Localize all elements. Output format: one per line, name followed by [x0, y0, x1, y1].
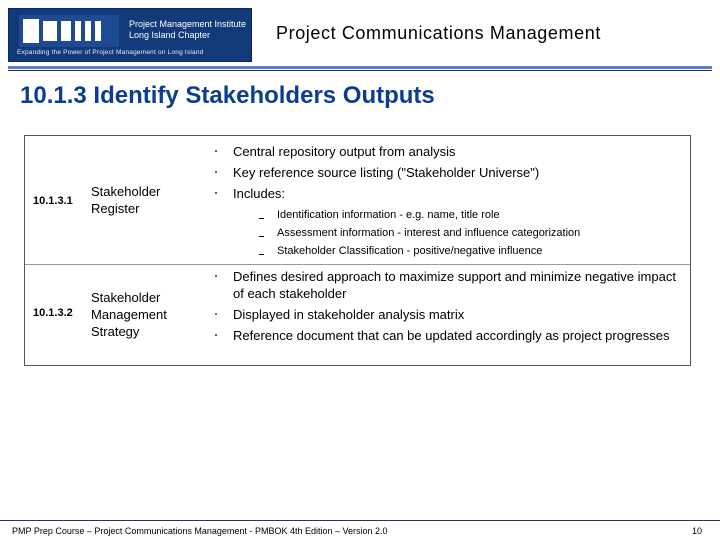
footer-text: PMP Prep Course – Project Communications Management - PMBOK 4th Edition – Version 2.0 — [12, 526, 388, 536]
footer-rule — [0, 520, 720, 521]
logo-tagline: Expanding the Power of Project Management on Long Island — [17, 49, 204, 56]
sub-bullets — [233, 206, 685, 260]
dash-bullet-icon — [259, 254, 264, 255]
row-bullets — [215, 143, 685, 260]
bullet-dot-icon — [215, 313, 217, 315]
row-number: 10.1.3.2 — [33, 307, 73, 319]
dash-bullet-icon — [259, 236, 264, 237]
row-name: Stakeholder Management Strategy — [91, 290, 167, 339]
list-item: Defines desired approach to maximize support and minimize negative impact of each stakeholder — [215, 268, 685, 302]
outputs-table — [24, 135, 691, 366]
list-item: Displayed in stakeholder analysis matrix — [215, 306, 685, 323]
logo-org-line1: Project Management Institute — [129, 19, 247, 29]
list-item: Reference document that can be updated accordingly as project progresses — [215, 327, 685, 344]
slide-title: 10.1.3 Identify Stakeholders Outputs — [20, 82, 435, 109]
sub-list-item: Assessment information - interest and influence categorization — [233, 224, 685, 242]
pmi-logo-mark-icon — [19, 15, 119, 47]
row-divider — [25, 264, 690, 265]
row-bullets — [215, 268, 685, 344]
header-rule-thin — [8, 70, 712, 71]
logo-org-line2: Long Island Chapter — [129, 30, 211, 40]
bullet-dot-icon — [215, 171, 217, 173]
header-title: Project Communications Management — [276, 23, 601, 43]
list-item: Includes: Identification information - e.g. name, title role Assessment information - interest and influence categorization Stakeholder Classification - positive/negative influence — [215, 185, 685, 260]
bullet-dot-icon — [215, 192, 217, 194]
header-rule — [8, 66, 712, 69]
bullet-dot-icon — [215, 150, 217, 152]
list-item: Central repository output from analysis — [215, 143, 685, 160]
sub-list-item: Stakeholder Classification - positive/negative influence — [233, 242, 685, 260]
row-number: 10.1.3.1 — [33, 195, 73, 207]
page-number: 10 — [691, 526, 702, 536]
row-name: Stakeholder Register — [91, 184, 161, 216]
dash-bullet-icon — [259, 218, 264, 219]
bullet-dot-icon — [215, 275, 217, 277]
list-item: Key reference source listing ("Stakeholder Universe") — [215, 164, 685, 181]
sub-list-item: Identification information - e.g. name, title role — [233, 206, 685, 224]
bullet-dot-icon — [215, 334, 217, 336]
pmi-logo — [8, 8, 252, 62]
